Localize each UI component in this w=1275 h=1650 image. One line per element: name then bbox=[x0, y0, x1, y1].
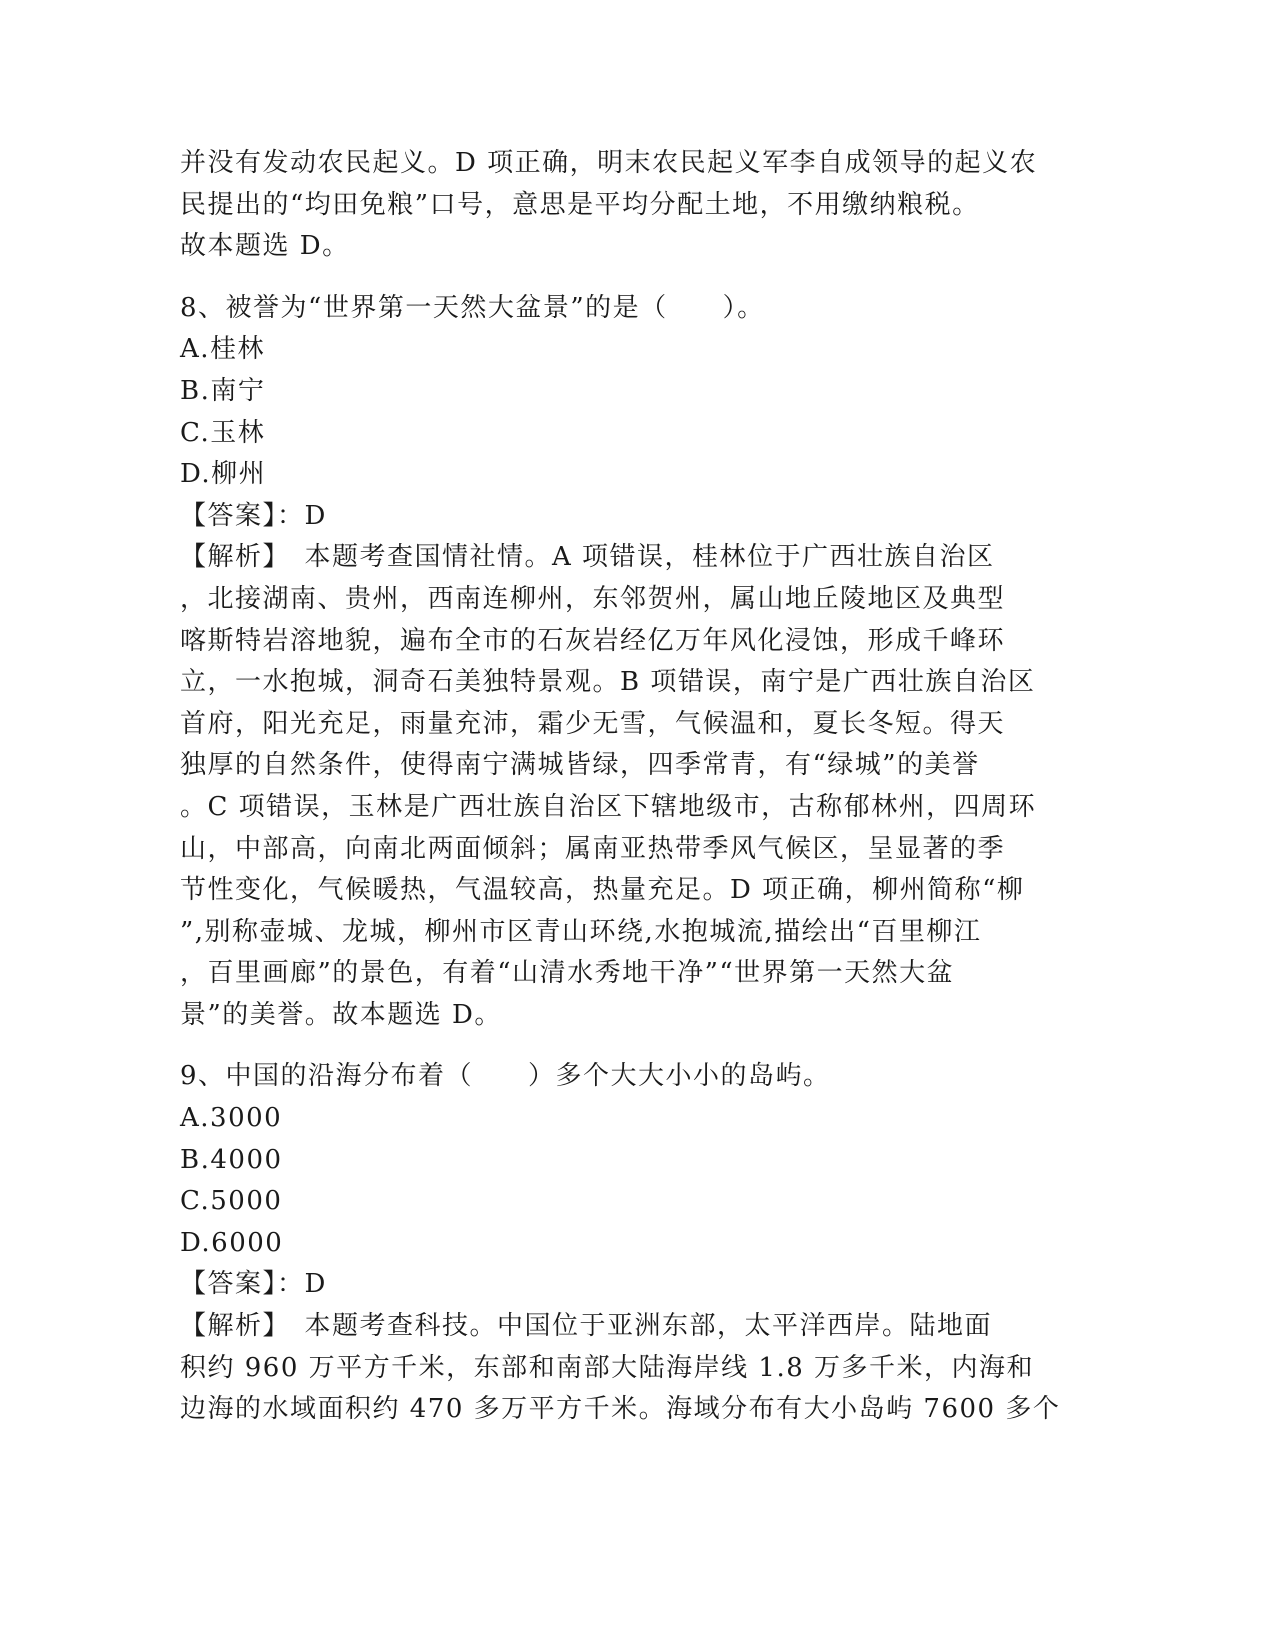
analysis-line: 民提出的“均田免粮”口号，意思是平均分配土地，不用缴纳粮税。 bbox=[180, 189, 980, 220]
analysis-line: 独厚的自然条件，使得南宁满城皆绿，四季常青，有“绿城”的美誉 bbox=[180, 750, 980, 781]
option-b: B.4000 bbox=[180, 1144, 283, 1175]
analysis-line: 并没有发动农民起义。D 项正确，明末农民起义军李自成领导的起义农 bbox=[180, 148, 1038, 178]
analysis-line: 。C 项错误，玉林是广西壮族自治区下辖地级市，古称郁林州，四周环 bbox=[180, 791, 1037, 822]
analysis-line: 山，中部高，向南北两面倾斜；属南亚热带季风气候区，呈显著的季 bbox=[180, 833, 1006, 864]
option-a: A.3000 bbox=[180, 1103, 283, 1134]
analysis-line: ”,别称壶城、龙城，柳州市区青山环绕,水抱城流,描绘出“百里柳江 bbox=[180, 916, 982, 947]
option-d: D.6000 bbox=[180, 1227, 284, 1258]
analysis-line: 喀斯特岩溶地貌，遍布全市的石灰岩经亿万年风化浸蚀，形成千峰环 bbox=[180, 625, 1006, 656]
question-8 bbox=[180, 288, 1040, 1037]
analysis-line: 边海的水域面积约 470 多万平方千米。海域分布有大小岛屿 7600 多个 bbox=[180, 1394, 1061, 1425]
option-d: D.柳州 bbox=[180, 459, 267, 490]
analysis-line: 立，一水抱城，洞奇石美独特景观。B 项错误，南宁是广西壮族自治区 bbox=[180, 667, 1036, 698]
option-c: C.5000 bbox=[180, 1186, 283, 1217]
question-9 bbox=[180, 1056, 1061, 1430]
answer-line: 【答案】：D bbox=[180, 1269, 327, 1300]
analysis-line: 【解析】 本题考查科技。中国位于亚洲东部，太平洋西岸。陆地面 bbox=[180, 1311, 993, 1342]
analysis-line: ，百里画廊”的景色，有着“山清水秀地干净”“世界第一天然大盆 bbox=[180, 958, 955, 989]
analysis-line: ，北接湖南、贵州，西南连柳州，东邻贺州，属山地丘陵地区及典型 bbox=[180, 583, 1006, 614]
analysis-line: 【解析】 本题考查国情社情。A 项错误，桂林位于广西壮族自治区 bbox=[180, 542, 995, 573]
option-c: C.玉林 bbox=[180, 417, 266, 448]
previous-analysis-continuation bbox=[180, 143, 1040, 268]
document-page bbox=[180, 143, 1061, 1431]
analysis-line: 节性变化，气候暖热，气温较高，热量充足。D 项正确，柳州简称“柳 bbox=[180, 875, 1025, 906]
analysis-line: 故本题选 D。 bbox=[180, 231, 350, 262]
option-a: A.桂林 bbox=[180, 334, 266, 365]
option-b: B.南宁 bbox=[180, 375, 266, 406]
analysis-line: 景”的美誉。故本题选 D。 bbox=[180, 999, 502, 1030]
analysis-line: 积约 960 万平方千米，东部和南部大陆海岸线 1.8 万多千米，内海和 bbox=[180, 1352, 1035, 1383]
question-text: 9、中国的沿海分布着（ ）多个大大小小的岛屿。 bbox=[180, 1061, 831, 1092]
answer-line: 【答案】：D bbox=[180, 500, 327, 531]
question-text: 8、被誉为“世界第一天然大盆景”的是（ ）。 bbox=[180, 292, 765, 323]
analysis-line: 首府，阳光充足，雨量充沛，霜少无雪，气候温和，夏长冬短。得天 bbox=[180, 708, 1006, 739]
